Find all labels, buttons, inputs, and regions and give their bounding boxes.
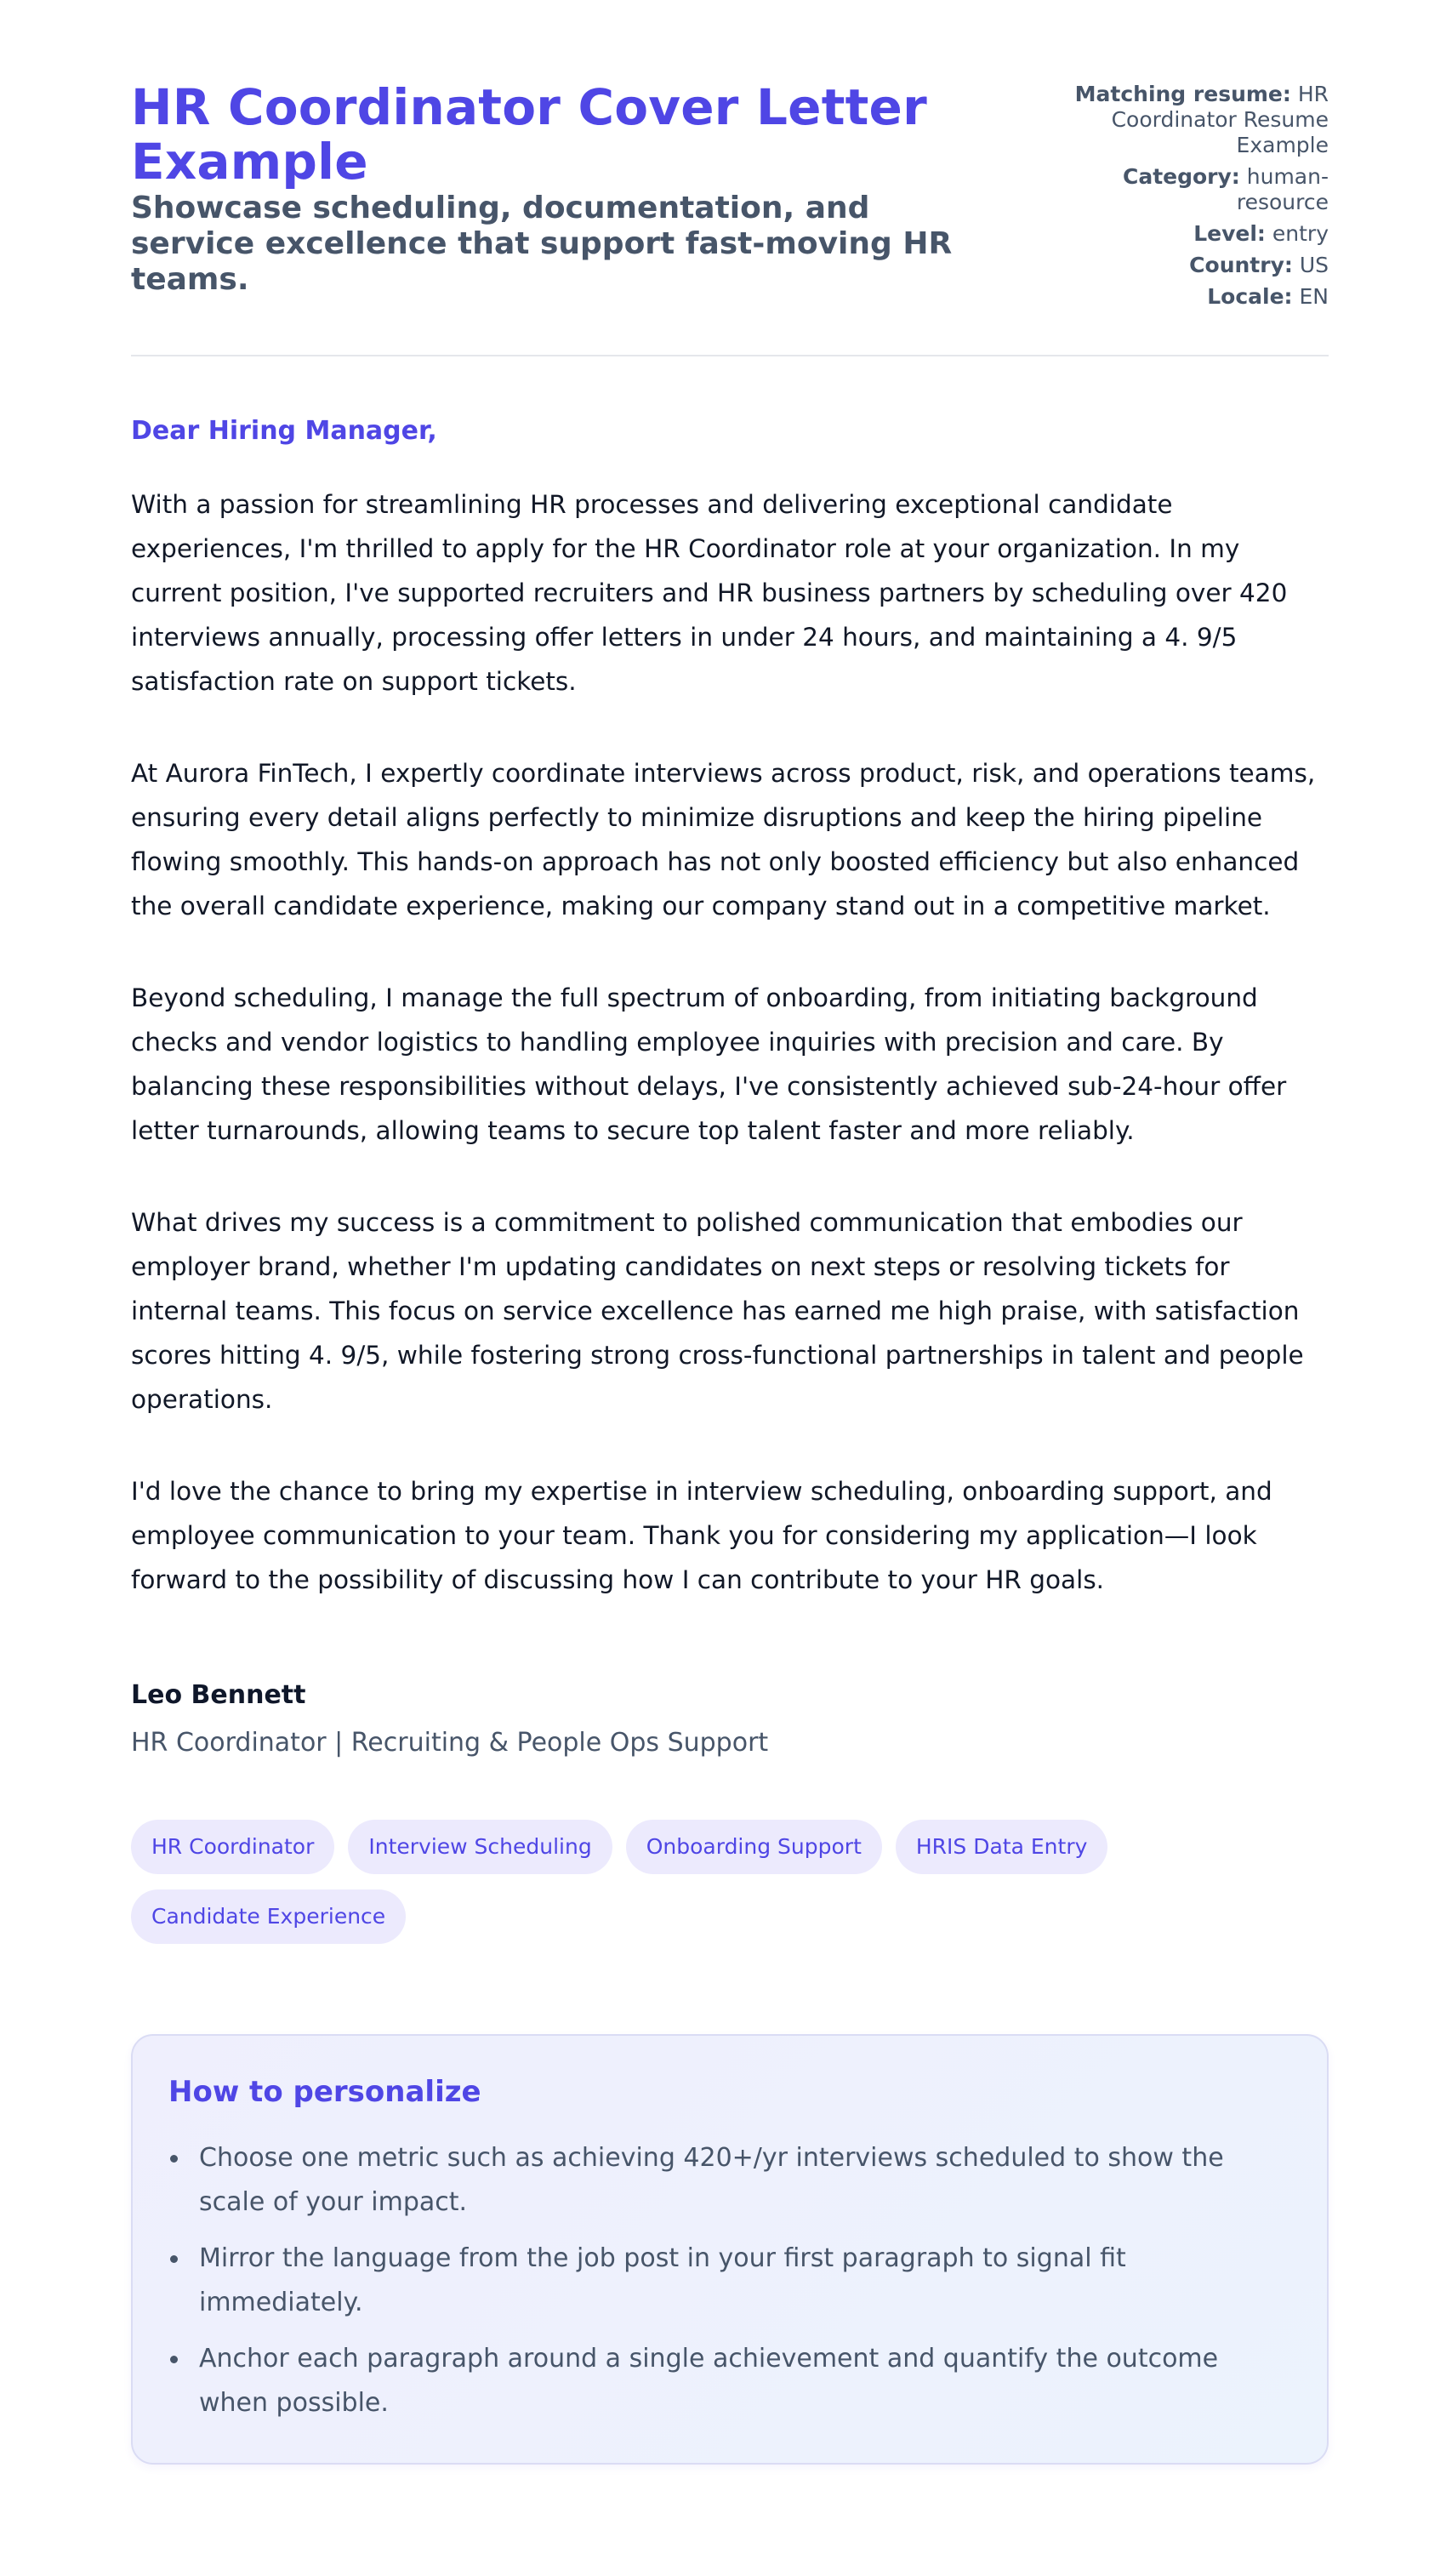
meta-label: Category: [1122, 164, 1240, 189]
meta-category [1039, 164, 1329, 215]
tip-item [168, 2237, 1291, 2325]
tip-item [168, 2136, 1291, 2225]
meta-locale [1039, 284, 1329, 310]
meta-value: HR Coordinator Resume Example [1111, 82, 1329, 157]
skill-tags [131, 1820, 1152, 1944]
meta-label: Level: [1193, 221, 1266, 246]
meta-info [1039, 80, 1329, 316]
tag-hris-data-entry[interactable]: HRIS Data Entry [896, 1820, 1108, 1874]
bullet-icon [170, 2356, 178, 2363]
meta-country [1039, 253, 1329, 278]
tag-candidate-experience[interactable]: Candidate Experience [131, 1889, 406, 1944]
meta-value: EN [1299, 284, 1329, 309]
page-subtitle: Showcase scheduling, documentation, and service excellence that support fast-moving HR teams. [131, 191, 953, 297]
tip-text: Mirror the language from the job post in your first paragraph to signal fit immediately. [199, 2243, 1126, 2317]
meta-value: human-resource [1236, 164, 1329, 214]
tips-list [168, 2136, 1291, 2425]
letter-body [131, 414, 1329, 1602]
tip-item [168, 2337, 1291, 2425]
tag-hr-coordinator[interactable]: HR Coordinator [131, 1820, 334, 1874]
tip-text: Choose one metric such as achieving 420+/yr interviews scheduled to show the scale of your impact. [199, 2143, 1224, 2217]
letter-paragraph: Beyond scheduling, I manage the full spectrum of onboarding, from initiating background checks and vendor logistics to handling employee inquiries with precision and care. By balancing these responsibilities without delays, I've consistently achieved sub-24-hour offer letter turnarounds, allowing teams to secure top talent faster and more reliably. [131, 983, 1287, 1145]
letter-paragraph: With a passion for streamlining HR processes and delivering exceptional candidate experiences, I'm thrilled to apply for the HR Coordinator role at your organization. In my current position, I've supported recruiters and HR business partners by scheduling over 420 interviews annually, processing offer letters in under 24 hours, and maintaining a 4. 9/5 satisfaction rate on support tickets. [131, 490, 1288, 696]
meta-value: US [1299, 253, 1329, 277]
letter-greeting: Dear Hiring Manager, [131, 416, 437, 446]
tag-interview-scheduling[interactable]: Interview Scheduling [348, 1820, 612, 1874]
meta-label: Country: [1189, 253, 1293, 277]
page-header [131, 80, 1329, 356]
signature-block [131, 1678, 1329, 1760]
bullet-icon [170, 2155, 178, 2163]
letter-paragraph: I'd love the chance to bring my expertise in interview scheduling, onboarding support, and employee communication to your team. Thank you for considering my application—I look forward to the possibility of discussing how I can contribute to your HR goals. [131, 1477, 1272, 1594]
letter-paragraph: What drives my success is a commitment to polished communication that embodies our employer brand, whether I'm updating candidates on next steps or resolving tickets for internal teams. This focus on service excellence has earned me high praise, with satisfaction scores hitting 4. 9/5, while fostering strong cross-functional partnerships in talent and people operations. [131, 1208, 1304, 1414]
signature-title: HR Coordinator | Recruiting & People Ops Support [131, 1728, 769, 1758]
meta-label: Locale: [1207, 284, 1293, 309]
meta-label: Matching resume: [1074, 82, 1291, 106]
header-titles [131, 80, 999, 298]
tip-text: Anchor each paragraph around a single achievement and quantify the outcome when possible. [199, 2344, 1219, 2418]
tips-title: How to personalize [168, 2075, 481, 2109]
meta-matching-resume [1039, 82, 1329, 158]
page-title: HR Coordinator Cover Letter Example [131, 78, 927, 191]
bullet-icon [170, 2255, 178, 2263]
letter-paragraph: At Aurora FinTech, I expertly coordinate interviews across product, risk, and operations teams, ensuring every detail aligns perfectly to minimize disruptions and keep the hiring pipeline flowing smoothly. This hands-on approach has not only boosted efficiency but also enhanced the overall candidate experience, making our company stand out in a competitive market. [131, 759, 1316, 920]
meta-level [1039, 221, 1329, 247]
meta-value: entry [1272, 221, 1329, 246]
tag-onboarding-support[interactable]: Onboarding Support [626, 1820, 882, 1874]
signature-name: Leo Bennett [131, 1680, 306, 1710]
personalize-tips-box [131, 2034, 1329, 2465]
